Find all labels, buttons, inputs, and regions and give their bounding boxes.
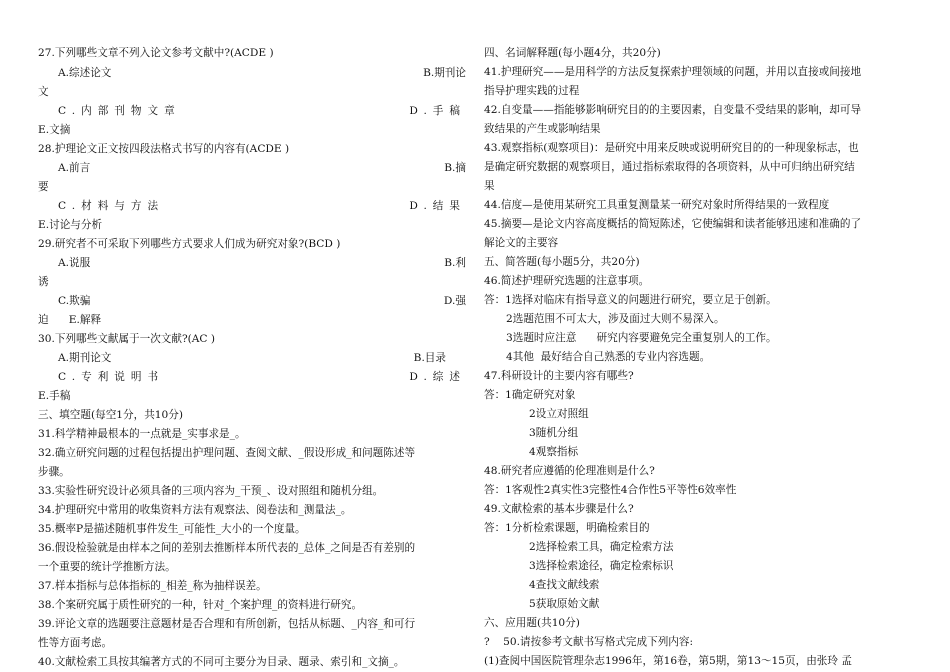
answer-49-3: 3选择检索途径，确定检索标识 <box>529 560 674 572</box>
question-37: 37.样本指标与总体指标的_相差_称为抽样误差。 <box>38 580 267 592</box>
option-b: B.期刊论 <box>423 67 466 79</box>
option-c: C.欺骗 <box>58 295 91 307</box>
option-row <box>38 293 466 309</box>
question-50-item-1: (1)查阅中国医院管理杂志1996年，第16卷，第5期，第13～15页，由张玲 孟 <box>484 655 852 667</box>
question-42-cont: 致结果的产生或影响结果 <box>484 123 601 135</box>
answer-49-1: 答：1分析检索课题，明确检索目的 <box>484 522 650 534</box>
question-41-cont: 指导护理实践的过程 <box>484 85 580 97</box>
question-43: 43.观察指标(观察项目)：是研究中用来反映或说明研究目的的一种现象标志，也 <box>484 142 859 154</box>
question-39-cont: 性等方面考虑。 <box>38 637 113 649</box>
answer-46-3: 3选题时应注意 研究内容要避免完全重复别人的工作。 <box>506 332 777 344</box>
option-e: E.讨论与分析 <box>38 219 103 231</box>
question-32: 32.确立研究问题的过程包括提出护理问题、查阅文献、_假设形成_和问题陈述等 <box>38 447 416 459</box>
question-28: 28.护理论文正文按四段法格式书写的内容有(ACDE ) <box>38 143 290 155</box>
option-b: B.摘 <box>444 162 466 174</box>
question-45: 45.摘要—是论文内容高度概括的简短陈述，它使编辑和读者能够迅速和准确的了 <box>484 218 862 230</box>
option-row <box>38 255 466 271</box>
option-row <box>38 65 466 81</box>
section-heading-application: 六、应用题(共10分) <box>484 617 580 629</box>
question-32-cont: 步骤。 <box>38 466 70 478</box>
option-c: C.材料与方法 <box>58 200 165 212</box>
answer-47-1: 答：1确定研究对象 <box>484 389 576 401</box>
question-35: 35.概率P是描述随机事件发生_可能性_大小的一个度量。 <box>38 523 306 535</box>
option-a: A.综述论文 <box>58 67 112 79</box>
answer-49-5: 5获取原始文献 <box>529 598 600 610</box>
question-27: 27.下列哪些文章不列入论文参考文献中?(ACDE ) <box>38 47 274 59</box>
option-a: A.期刊论文 <box>58 352 112 364</box>
question-38: 38.个案研究属于质性研究的一种，针对_个案护理_的资料进行研究。 <box>38 599 363 611</box>
option-b: B.目录 <box>413 352 446 364</box>
question-46: 46.简述护理研究选题的注意事项。 <box>484 275 650 287</box>
question-43-cont: 是确定研究数据的观察项目，通过指标索取得的各项资料，从中可归纳出研究结 <box>484 161 855 173</box>
option-continuation: 迫 E.解释 <box>38 314 102 326</box>
section-heading-terms: 四、名词解释题(每小题4分，共20分) <box>484 47 661 59</box>
question-33: 33.实验性研究设计必须具备的三项内容为_干预_、设对照组和随机分组。 <box>38 485 384 497</box>
option-row <box>38 350 466 366</box>
option-continuation: 文 <box>38 86 49 98</box>
question-42: 42.自变量——指能够影响研究目的的主要因素，自变量不受结果的影响，却可导 <box>484 104 862 116</box>
answer-47-3: 3随机分组 <box>529 427 579 439</box>
answer-46-4: 4其他 最好结合自己熟悉的专业内容选题。 <box>506 351 711 363</box>
answer-49-2: 2选择检索工具，确定检索方法 <box>529 541 674 553</box>
question-44: 44.信度—是使用某研究工具重复测量某一研究对象时所得结果的一致程度 <box>484 199 830 211</box>
option-d: D.强 <box>443 295 466 307</box>
question-40: 40.文献检索工具按其编著方式的不同可主要分为目录、题录、索引和_文摘_。 <box>38 656 405 668</box>
answer-49-4: 4查找文献线索 <box>529 579 600 591</box>
option-row <box>38 103 466 119</box>
option-continuation: 要 <box>38 181 49 193</box>
option-c: C.专利说明书 <box>58 371 165 383</box>
question-43-cont: 果 <box>484 180 495 192</box>
question-34: 34.护理研究中常用的收集资料方法有观察法、阅卷法和_测量法_。 <box>38 504 352 516</box>
option-d: D.手稿 <box>409 105 466 117</box>
question-47: 47.科研设计的主要内容有哪些? <box>484 370 634 382</box>
answer-46-2: 2选题范围不可太大，涉及面过大则不易深入。 <box>506 313 725 325</box>
question-36-cont: 一个重要的统计学推断方法。 <box>38 561 176 573</box>
option-row <box>38 160 466 176</box>
option-a: A.前言 <box>58 162 91 174</box>
question-45-cont: 解论文的主要容 <box>484 237 559 249</box>
question-39: 39.评论文章的选题要注意题材是否合理和有所创新，包括从标题、_内容_和可行 <box>38 618 416 630</box>
option-b: B.利 <box>444 257 466 269</box>
question-31: 31.科学精神最根本的一点就是_实事求是_。 <box>38 428 246 440</box>
question-48: 48.研究者应遵循的伦理准则是什么? <box>484 465 655 477</box>
answer-48: 答：1客观性2真实性3完整性4合作性5平等性6效率性 <box>484 484 737 496</box>
option-row <box>38 198 466 214</box>
question-36: 36.假设检验就是由样本之间的差别去推断样本所代表的_总体_之间是否有差别的 <box>38 542 416 554</box>
option-c: C.内部刊物文章 <box>58 105 181 117</box>
answer-47-4: 4观察指标 <box>529 446 579 458</box>
question-30: 30.下列哪些文献属于一次文献?(AC ) <box>38 333 216 345</box>
option-e: E.文摘 <box>38 124 71 136</box>
option-row <box>38 369 466 385</box>
option-a: A.说服 <box>58 257 91 269</box>
option-e: E.手稿 <box>38 390 71 402</box>
question-41: 41.护理研究——是用科学的方法反复探索护理领域的问题，并用以直接或间接地 <box>484 66 862 78</box>
question-49: 49.文献检索的基本步骤是什么? <box>484 503 634 515</box>
option-continuation: 诱 <box>38 276 49 288</box>
question-50: ? 50.请按参考文献书写格式完成下列内容: <box>484 636 694 648</box>
option-d: D.结果 <box>409 200 466 212</box>
option-d: D.综述 <box>409 371 466 383</box>
section-heading-fill-blank: 三、填空题(每空1分，共10分) <box>38 409 184 421</box>
answer-46-1: 答：1选择对临床有指导意义的问题进行研究，要立足于创新。 <box>484 294 777 306</box>
question-29: 29.研究者不可采取下列哪些方式要求人们成为研究对象?(BCD ) <box>38 238 341 250</box>
section-heading-short-answer: 五、简答题(每小题5分，共20分) <box>484 256 640 268</box>
answer-47-2: 2设立对照组 <box>529 408 589 420</box>
